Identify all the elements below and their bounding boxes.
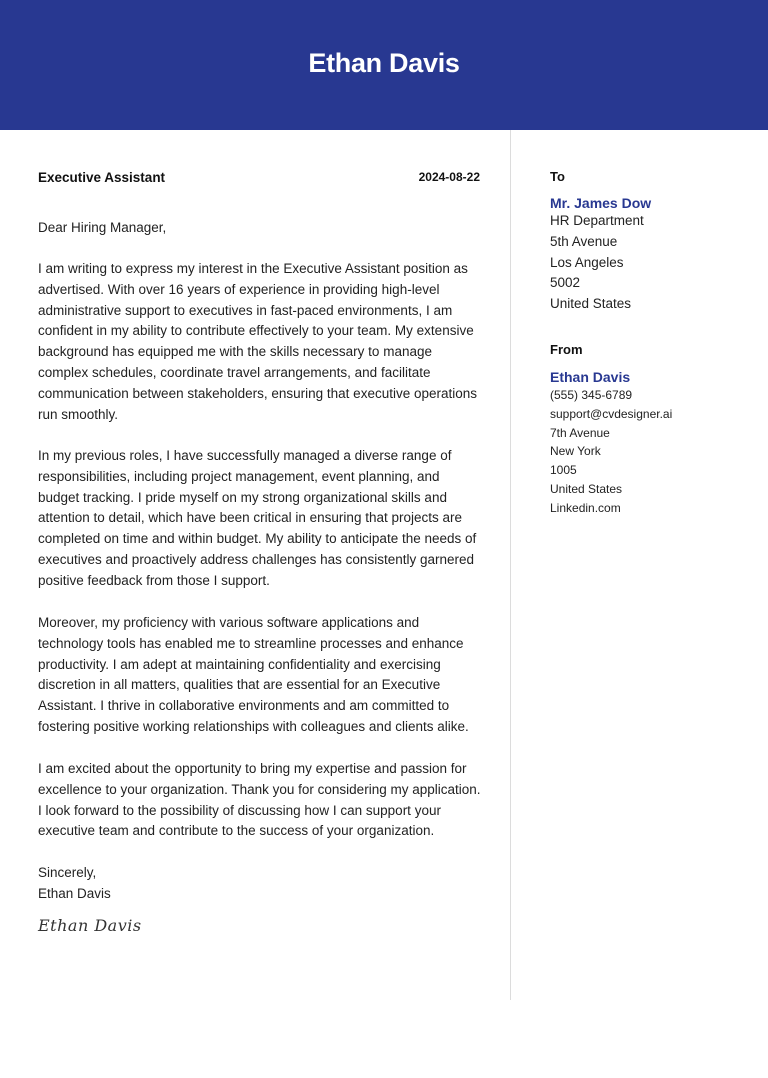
handwritten-signature: Ethan Davis (38, 916, 142, 935)
to-label: To (550, 169, 565, 184)
body-paragraph-3: Moreover, my proficiency with various software applications and technology tools has enabled me to streamline processes and enhance productivity. I am adept at maintaining confidentiality and exercising discretion in all matters, qualities that are essential for an Executive Assistant. I thrive in collaborative environments and am committed to fostering positive working relationships with colleagues and clients alike. (38, 615, 469, 734)
recipient-city: Los Angeles (550, 254, 624, 270)
body-paragraph-1: I am writing to express my interest in the Executive Assistant position as advertised. With over 16 years of experience in providing high-level administrative support to executives in fast-paced environments, I am confident in my ability to contribute effectively to your team. My extensive background has equipped me with the skills necessary to manage complex schedules, coordinate travel arrangements, and facilitate communication between stakeholders, ensuring that executive operations run smoothly. (38, 261, 478, 422)
sender-country: United States (550, 481, 623, 496)
sender-zip: 1005 (550, 463, 577, 478)
recipient-block (550, 169, 750, 315)
sender-name: Ethan Davis (550, 369, 631, 385)
recipient-name: Mr. James Dow (550, 195, 652, 211)
sender-phone[interactable]: (555) 345-6789 (550, 388, 633, 402)
recipient-country: United States (550, 296, 632, 312)
sender-email[interactable]: support@cvdesigner.ai (550, 406, 673, 421)
closing: Sincerely, (38, 865, 97, 880)
recipient-department: HR Department (550, 213, 644, 228)
sender-block (550, 342, 750, 518)
closing-name: Ethan Davis (38, 886, 111, 901)
sender-city: New York (550, 444, 601, 459)
sender-street: 7th Avenue (550, 425, 610, 440)
body-paragraph-4: I am excited about the opportunity to bring my expertise and passion for excellence to your organization. Thank you for considering my application. I look forward to the possibility of discussing how I can support your executive team and contribute to the success of your organization. (38, 761, 481, 839)
recipient-street: 5th Avenue (550, 233, 618, 249)
applicant-name-heading: Ethan Davis (308, 48, 460, 78)
salutation: Dear Hiring Manager, (38, 220, 167, 235)
from-label: From (550, 342, 583, 357)
recipient-zip: 5002 (550, 275, 581, 291)
sender-linkedin-link[interactable]: Linkedin.com (550, 500, 621, 515)
header-banner (0, 0, 768, 130)
letter-date: 2024-08-22 (418, 170, 480, 184)
column-divider (510, 130, 511, 1000)
job-title: Executive Assistant (38, 170, 166, 185)
body-paragraph-2: In my previous roles, I have successfully managed a diverse range of responsibilities, including project management, event planning, and budget tracking. I pride myself on my strong organizational skills and attention to detail, which have been critical in ensuring that projects are completed on time and within budget. My ability to anticipate the needs of executives and proactively address challenges has consistently garnered positive feedback from those I support. (38, 448, 477, 588)
